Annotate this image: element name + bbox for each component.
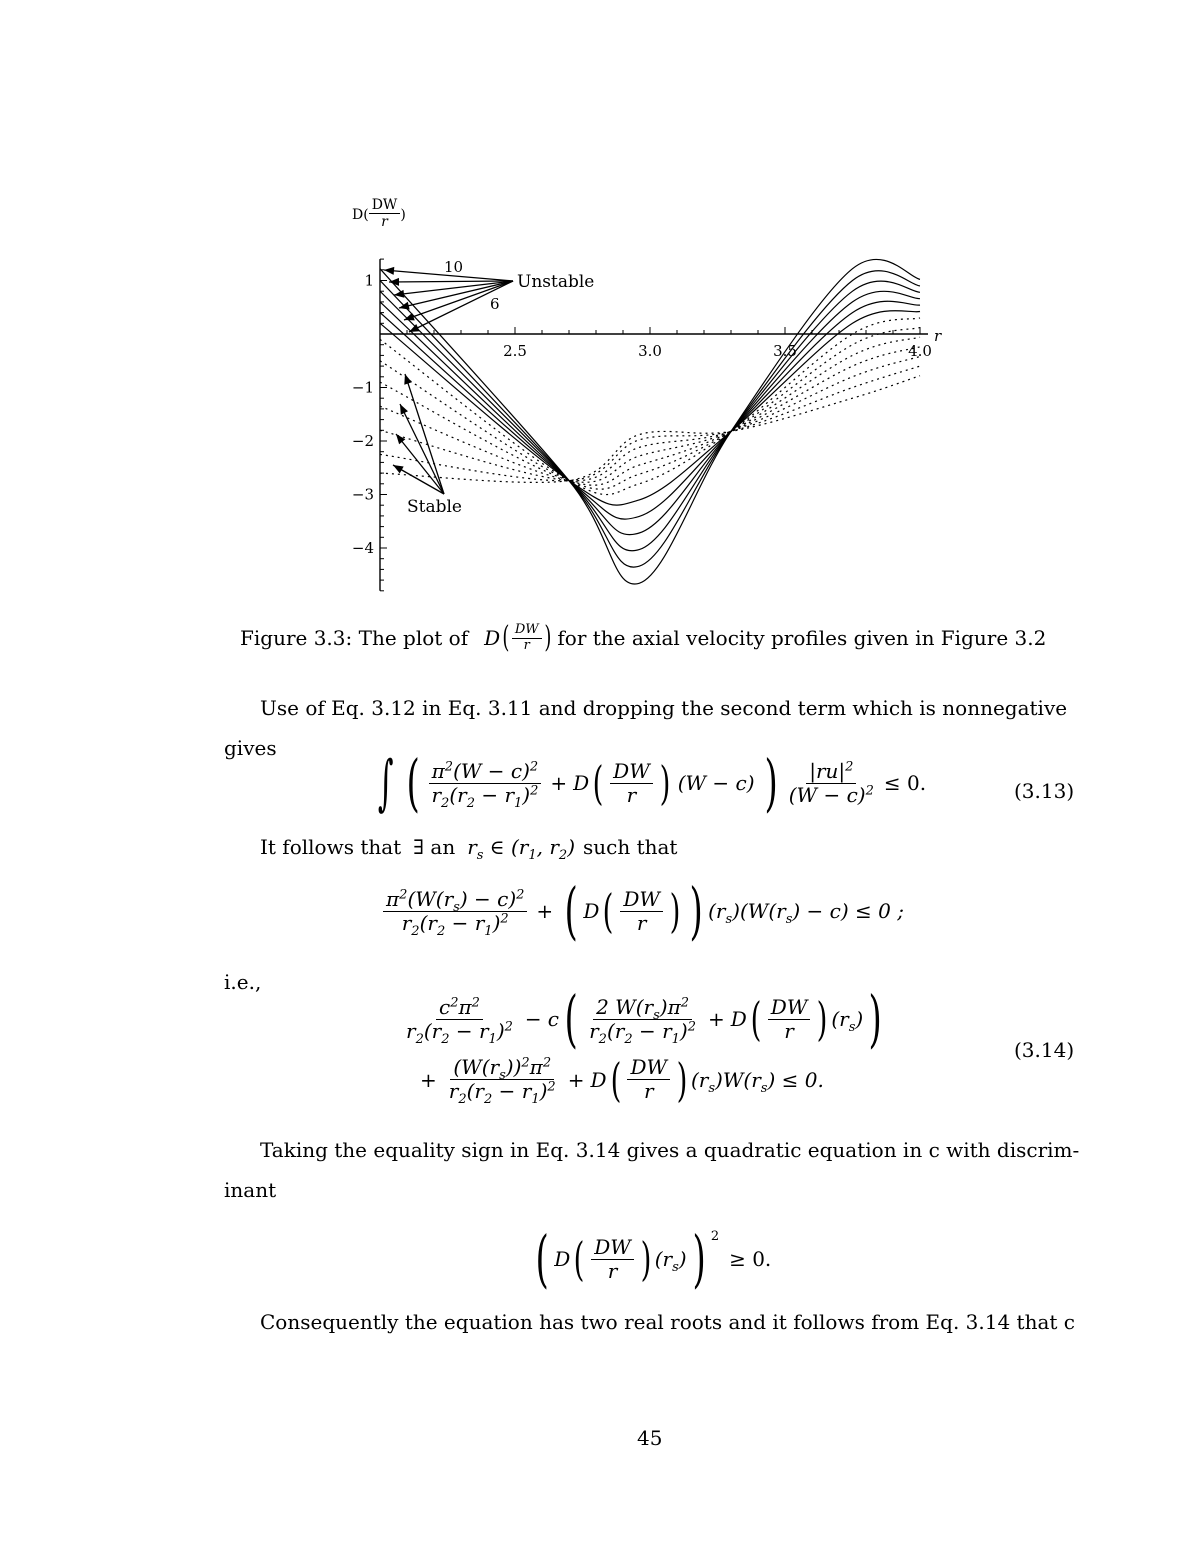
equation-3-14-label: (3.14)	[1014, 1038, 1075, 1062]
para2-prefix: It follows that	[260, 835, 402, 859]
caption-denominator: r	[523, 637, 530, 653]
annotation-arrow	[400, 404, 444, 494]
equation-discriminant: ( D ( $\frac{DW}{r}$ ) $(r_s)$ ) $^2$ ≥ 0.	[535, 1222, 772, 1295]
equation-3-14-line-1: $\frac{c^2\pi^2}{r_2(r_2 - r_1)^2}$ − c ( $\frac{2 W(r_s)\pi^2}{r_2(r_2 - r_1)^2}$ + D ( $\frac{DW}{r}$ ) $(r_s)$ )	[406, 982, 882, 1055]
equation-3-14-line-2: + $\frac{(W(r_s))^2\pi^2}{r_2(r_2 - r_1)^2}$ + D ( $\frac{DW}{r}$ ) $(r_s)W(r_s) \le 0$.	[420, 1052, 824, 1107]
x-tick-label: 2.5	[503, 342, 527, 360]
annotation-unstable: Unstable	[517, 272, 595, 292]
paragraph-1-line-2: gives	[224, 736, 277, 760]
caption-suffix: for the axial velocity profiles given in Figure 3.2	[557, 626, 1047, 651]
y-label-prefix: D(	[352, 206, 369, 223]
figure-plot	[0, 0, 1200, 620]
annotation-6: 6	[490, 295, 500, 313]
y-axis-label	[352, 197, 406, 230]
paragraph-3-line-2: inant	[224, 1178, 277, 1202]
equation-inequality: $\frac{\pi^2(W(r_s) - c)^2}{r_2(r_2 - r_1)^2}$ + ( D ( $\frac{DW}{r}$ ) ) $(r_s)(W(r_s) - c) \le 0$ ;	[380, 880, 904, 942]
y-label-numerator: DW	[369, 197, 401, 214]
x-tick-label: 4.0	[908, 342, 932, 360]
series-line	[380, 311, 920, 506]
y-tick-label: −2	[351, 432, 374, 450]
paragraph-1-line-1: Use of Eq. 3.12 in Eq. 3.11 and dropping the second term which is nonnegative	[260, 696, 1068, 720]
caption-d: D	[484, 626, 501, 651]
annotation-arrow	[405, 374, 444, 494]
paragraph-3-line-1: Taking the equality sign in Eq. 3.14 gives a quadratic equation in c with discrim-	[260, 1138, 1080, 1162]
arrow-head	[384, 267, 394, 275]
y-tick-label: −1	[351, 378, 374, 397]
series-line	[380, 366, 920, 481]
paragraph-2: It follows that ∃ an $r_s$ ∈ ($r_1$, $r_2$) such that	[260, 835, 678, 863]
y-label-suffix: )	[400, 206, 406, 223]
page-number: 45	[637, 1426, 663, 1450]
caption-numerator: DW	[512, 623, 542, 639]
annotation-arrow	[396, 434, 444, 494]
arrow-head	[400, 404, 408, 415]
caption-prefix: Figure 3.3: The plot of	[240, 626, 469, 651]
series-line	[380, 271, 920, 567]
x-tick-label: 3.5	[773, 342, 797, 360]
annotation-10: 10	[444, 258, 464, 276]
equation-3-13-label: (3.13)	[1014, 779, 1075, 803]
series-line	[380, 376, 920, 483]
para2-suffix: such that	[583, 835, 678, 859]
arrow-head	[396, 434, 405, 444]
y-tick-label: 1	[364, 271, 374, 290]
arrow-head	[404, 374, 412, 385]
arrow-head	[393, 465, 404, 473]
equation-3-13: ∫ ( $\frac{\pi^2(W - c)^2}{r_2(r_2 - r_1)^2}$ + D ( $\frac{DW}{r}$ ) (W − c) ) $\frac{|ru|^2}{(W - c)^2}$ ≤ 0.	[377, 746, 927, 819]
x-axis-label: r	[934, 327, 942, 345]
plot-axes	[352, 259, 932, 591]
y-tick-label: −3	[351, 485, 374, 504]
annotation-arrow	[389, 281, 513, 282]
x-tick-label: 3.0	[638, 342, 662, 360]
ie-label: i.e.,	[224, 970, 262, 994]
annotation-stable: Stable	[407, 497, 462, 517]
y-tick-label: −4	[351, 539, 374, 557]
figure-caption: Figure 3.3: The plot of D ( $\frac{DW}{r}$ ) for the axial velocity profiles given in Figure 3.2	[240, 620, 1047, 656]
y-label-denominator: r	[381, 214, 388, 231]
paragraph-4: Consequently the equation has two real roots and it follows from Eq. 3.14 that c	[260, 1310, 1075, 1334]
series-line	[380, 259, 920, 584]
plot-curves	[380, 259, 920, 584]
para2-exists: ∃ an	[413, 835, 456, 859]
